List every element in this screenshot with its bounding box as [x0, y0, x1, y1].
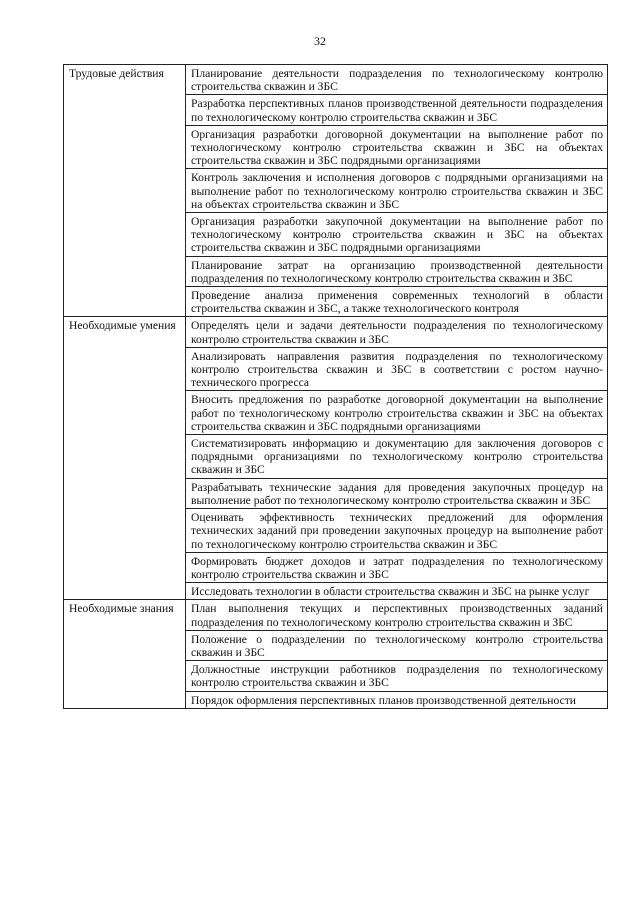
section-item: Организация разработки закупочной документации на выполнение работ по технологическому контролю строительства скважин и ЗБС на объектах строительства скважин и ЗБС подрядными организациями — [186, 213, 608, 257]
section-item: Разрабатывать технические задания для проведения закупочных процедур на выполнение работ по технологическому контролю строительства скважин и ЗБС — [186, 478, 608, 508]
section-title: Трудовые действия — [64, 65, 186, 317]
table-body — [64, 65, 608, 709]
section-item: Систематизировать информацию и документацию для заключения договоров с подрядными организациями по технологическому контролю строительства скважин и ЗБС — [186, 435, 608, 479]
section-item: Организация разработки договорной документации на выполнение работ по технологическому контролю строительства скважин и ЗБС на объектах строительства скважин и ЗБС подрядными организациями — [186, 125, 608, 169]
table-row — [64, 317, 608, 347]
table-row — [64, 65, 608, 95]
section-item: Положение о подразделении по технологическому контролю строительства скважин и ЗБС — [186, 630, 608, 660]
qualification-table — [63, 64, 608, 709]
section-item: Оценивать эффективность технических предложений для оформления технических заданий при проведении закупочных процедур на выполнение работ по технологическому контролю строительства скважин и ЗБС — [186, 509, 608, 553]
section-item: Порядок оформления перспективных планов производственной деятельности — [186, 691, 608, 708]
table-row — [64, 600, 608, 630]
section-item: Планирование затрат на организацию производственной деятельности подразделения по технологическому контролю строительства скважин и ЗБС — [186, 256, 608, 286]
section-item: Анализировать направления развития подразделения по технологическому контролю строительства скважин и ЗБС в соответствии с ростом научно-технического прогресса — [186, 347, 608, 391]
section-item: Разработка перспективных планов производственной деятельности подразделения по технологическому контролю строительства скважин и ЗБС — [186, 95, 608, 125]
section-item: Формировать бюджет доходов и затрат подразделения по технологическому контролю строительства скважин и ЗБС — [186, 552, 608, 582]
section-item: Должностные инструкции работников подразделения по технологическому контролю строительства скважин и ЗБС — [186, 661, 608, 691]
section-item: Планирование деятельности подразделения по технологическому контролю строительства скважин и ЗБС — [186, 65, 608, 95]
section-item: План выполнения текущих и перспективных производственных заданий подразделения по технологическому контролю строительства скважин и ЗБС — [186, 600, 608, 630]
section-item: Проведение анализа применения современных технологий в области строительства скважин и ЗБС, а также технологического контроля — [186, 287, 608, 317]
section-item: Определять цели и задачи деятельности подразделения по технологическому контролю строительства скважин и ЗБС — [186, 317, 608, 347]
section-item: Исследовать технологии в области строительства скважин и ЗБС на рынке услуг — [186, 583, 608, 600]
section-title: Необходимые знания — [64, 600, 186, 708]
section-title: Необходимые умения — [64, 317, 186, 600]
section-item: Контроль заключения и исполнения договоров с подрядными организациями на выполнение работ по технологическому контролю строительства скважин и ЗБС на объектах строительства скважин и ЗБС — [186, 169, 608, 213]
page-number: 32 — [314, 34, 326, 48]
section-item: Вносить предложения по разработке договорной документации на выполнение работ по технологическому контролю строительства скважин и ЗБС на объектах строительства скважин и ЗБС подрядными организациями — [186, 391, 608, 435]
